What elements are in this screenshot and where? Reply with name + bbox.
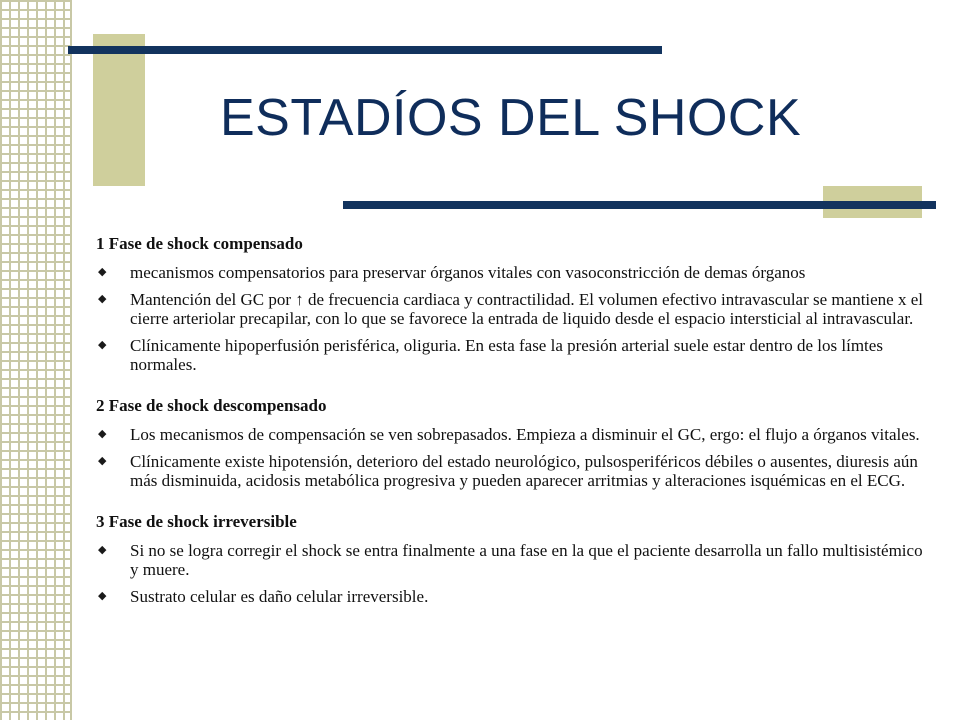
phase-section (96, 396, 926, 490)
bullet-item (96, 263, 926, 282)
bullet-item (96, 336, 926, 374)
slide-title: ESTADÍOS DEL SHOCK (220, 89, 802, 147)
bullet-text: mecanismos compensatorios para preservar órganos vitales con vasoconstricción de demas órganos (130, 263, 806, 282)
diamond-bullet-icon: ◆ (98, 293, 107, 305)
bullet-item (96, 290, 926, 328)
bullet-item (96, 452, 926, 490)
phase-section (96, 234, 926, 374)
diamond-bullet-icon: ◆ (98, 266, 107, 278)
bullet-item (96, 587, 926, 606)
diamond-bullet-icon: ◆ (98, 544, 107, 556)
bullet-text: Clínicamente hipoperfusión perisférica, oliguria. En esta fase la presión arterial suele estar dentro de los límtes normales. (130, 336, 883, 374)
title-rule-top (68, 46, 662, 54)
diamond-bullet-icon: ◆ (98, 455, 107, 467)
title-rule-bottom (343, 201, 936, 209)
bullet-text: Clínicamente existe hipotensión, deterioro del estado neurológico, pulsosperiféricos débiles o ausentes, diuresis aún más disminuida, acidosis metabólica progresiva y pueden aparecer arritmias y alteraciones isquémicas en el ECG. (130, 452, 918, 490)
title-accent-block-top (93, 34, 145, 186)
phase-heading: 1 Fase de shock compensado (96, 234, 303, 253)
diamond-bullet-icon: ◆ (98, 428, 107, 440)
bullet-text: Sustrato celular es daño celular irreversible. (130, 587, 429, 606)
diamond-bullet-icon: ◆ (98, 339, 107, 351)
phase-heading: 2 Fase de shock descompensado (96, 396, 327, 415)
bullet-item (96, 425, 926, 444)
slide-body (96, 234, 926, 614)
phase-heading: 3 Fase de shock irreversible (96, 512, 297, 531)
left-striped-border (0, 0, 72, 720)
bullet-text: Los mecanismos de compensación se ven sobrepasados. Empieza a disminuir el GC, ergo: el flujo a órganos vitales. (130, 425, 920, 444)
phase-section (96, 512, 926, 606)
bullet-text: Si no se logra corregir el shock se entra finalmente a una fase en la que el paciente desarrolla un fallo multisistémico y muere. (130, 541, 923, 579)
left-border-edge (70, 0, 72, 720)
bullet-text: Mantención del GC por ↑ de frecuencia cardiaca y contractilidad. El volumen efectivo intravascular se mantiene x el cierre arteriolar precapilar, con lo que se favorece la entrada de liquido desde el espacio intersticial al intravascular. (130, 290, 923, 328)
bullet-item (96, 541, 926, 579)
diamond-bullet-icon: ◆ (98, 590, 107, 602)
